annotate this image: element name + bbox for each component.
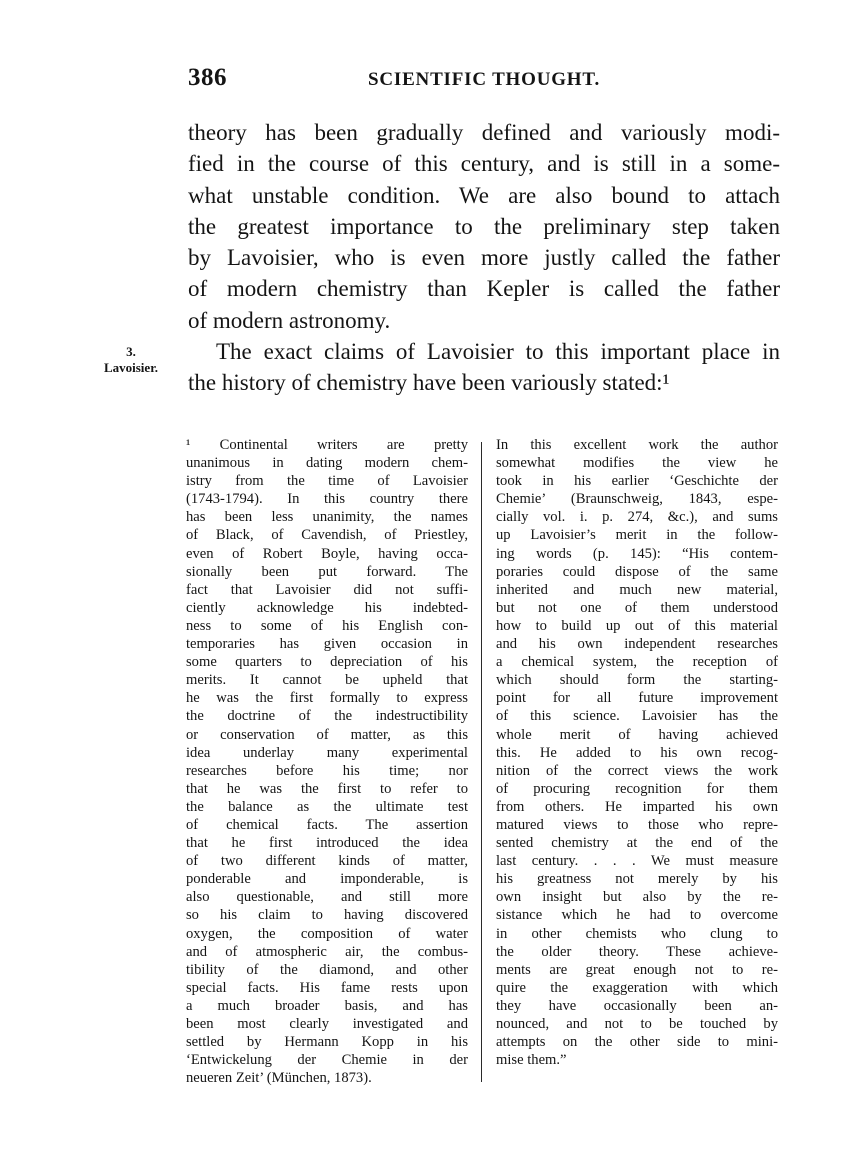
footnote-line: he was the first formally to express (186, 690, 468, 707)
footnote-line: ‘Entwickelung der Chemie in der (186, 1052, 468, 1069)
body-line: the greatest importance to the preliminary step taken (188, 213, 780, 239)
footnote-line: the doctrine of the indestructibility (186, 708, 468, 725)
footnote-line: In this excellent work the author (496, 437, 778, 453)
footnote-line: sistance which he had to overcome (496, 907, 778, 924)
footnote-line: ing words (p. 145): “His contem- (496, 545, 778, 562)
footnote-line: ness to some of his English con- (186, 617, 468, 634)
footnote-line: and of atmospheric air, the combus- (186, 943, 468, 960)
footnote-line: researches before his time; nor (186, 762, 468, 779)
margin-note-label: Lavoisier. (103, 360, 159, 375)
footnote-line: of Black, of Cavendish, of Priestley, (186, 527, 468, 544)
footnote-line: took in his earlier ‘Geschichte der (496, 473, 778, 490)
body-line: fied in the course of this century, and is still in a some- (188, 151, 780, 177)
footnote (186, 436, 786, 1096)
footnote-line: ¹ Continental writers are pretty (186, 437, 468, 453)
footnote-line: special facts. His fame rests upon (186, 979, 468, 996)
footnote-line: of this science. Lavoisier has the (496, 708, 778, 725)
footnote-line: ciently acknowledge his indebted- (186, 599, 468, 616)
footnote-line: his greatness not merely by his (496, 871, 778, 888)
footnote-line: sionally been put forward. The (186, 563, 468, 580)
body-line: by Lavoisier, who is even more justly called the father (188, 245, 780, 271)
footnote-line: the older theory. These achieve- (496, 943, 778, 960)
footnote-line: poraries could dispose of the same (496, 563, 778, 580)
page-number: 386 (188, 64, 227, 91)
footnote-left-column (186, 436, 468, 1087)
footnote-line: of chemical facts. The assertion (186, 816, 468, 833)
footnote-line: of procuring recognition for them (496, 780, 778, 797)
footnote-line: some quarters to depreciation of his (186, 654, 468, 671)
footnote-line: that he first introduced the idea (186, 835, 468, 852)
footnote-line: merits. It cannot be upheld that (186, 672, 468, 689)
footnote-line: point for all future improvement (496, 690, 778, 707)
footnote-line: neueren Zeit’ (München, 1873). (186, 1070, 372, 1087)
body-line: of modern chemistry than Kepler is called the father (188, 276, 780, 302)
footnote-line: a much broader basis, and has (186, 997, 468, 1014)
footnote-line: ments are great enough not to re- (496, 961, 778, 978)
footnote-line: also questionable, and still more (186, 889, 468, 906)
footnote-line: they have occasionally been an- (496, 997, 778, 1014)
footnote-line: last century. . . . We must measure (496, 853, 778, 870)
running-head (188, 64, 780, 98)
footnote-line: ponderable and imponderable, is (186, 871, 468, 888)
footnote-line: tibility of the diamond, and other (186, 961, 468, 978)
footnote-line: cially vol. i. p. 274, &c.), and sums (496, 509, 778, 526)
footnote-line: of two different kinds of matter, (186, 853, 468, 870)
footnote-line: that he was the first to refer to (186, 780, 468, 797)
footnote-line: up Lavoisier’s merit in the follow- (496, 527, 778, 544)
footnote-line: and his own independent researches (496, 636, 778, 653)
footnote-line: (1743-1794). In this country there (186, 491, 468, 508)
footnote-line: somewhat modifies the view he (496, 455, 778, 472)
footnote-line: unanimous in dating modern chem- (186, 455, 468, 472)
footnote-line: a chemical system, the reception of (496, 654, 778, 671)
footnote-line: quire the exaggeration with which (496, 979, 778, 996)
footnote-line: attempts on the other side to mini- (496, 1034, 778, 1051)
footnote-line: but not one of them understood (496, 599, 778, 616)
body-line: the history of chemistry have been variously stated:¹ (188, 370, 670, 396)
body-line: of modern astronomy. (188, 307, 391, 333)
footnote-line: istry from the time of Lavoisier (186, 473, 468, 490)
footnote-line: this. He added to his own recog- (496, 744, 778, 761)
body-line: what unstable condition. We are also bound to attach (188, 182, 780, 208)
footnote-line: in other chemists who clung to (496, 925, 778, 942)
footnote-line: mise them.” (496, 1052, 567, 1069)
footnote-line: even of Robert Boyle, having occa- (186, 545, 468, 562)
footnote-line: fact that Lavoisier did not suffi- (186, 581, 468, 598)
footnote-line: own insight but also by the re- (496, 889, 778, 906)
footnote-line: idea underlay many experimental (186, 744, 468, 761)
footnote-line: been most clearly investigated and (186, 1016, 468, 1032)
footnote-line: so his claim to having discovered (186, 907, 468, 924)
footnote-line: which should form the starting- (496, 672, 778, 689)
footnote-line: whole merit of having achieved (496, 726, 778, 743)
margin-note-number: 3. (126, 344, 136, 359)
footnote-line: how to build up out of this material (496, 617, 778, 634)
footnote-line: nition of the correct views the work (496, 762, 778, 779)
body-line: The exact claims of Lavoisier to this important place in (216, 339, 780, 365)
footnote-line: Chemie’ (Braunschweig, 1843, espe- (496, 491, 778, 508)
footnote-line: oxygen, the composition of water (186, 925, 468, 942)
body-text (188, 117, 780, 399)
footnote-line: settled by Hermann Kopp in his (186, 1034, 468, 1051)
footnote-line: from others. He imparted his own (496, 798, 778, 815)
footnote-line: sented chemistry at the end of the (496, 835, 778, 852)
footnote-line: the balance as the ultimate test (186, 798, 468, 815)
footnote-line: or conservation of matter, as this (186, 726, 468, 743)
footnote-line: inherited and much new material, (496, 581, 778, 598)
column-divider (481, 442, 482, 1082)
footnote-right-column (496, 436, 778, 1069)
body-line: theory has been gradually defined and variously modi- (188, 120, 780, 145)
footnote-line: nounced, and not to be touched by (496, 1016, 778, 1032)
footnote-line: matured views to those who repre- (496, 816, 778, 833)
footnote-line: has been less unanimity, the names (186, 509, 468, 526)
running-title: SCIENTIFIC THOUGHT. (368, 69, 600, 90)
footnote-line: temporaries has given occasion in (186, 636, 468, 653)
